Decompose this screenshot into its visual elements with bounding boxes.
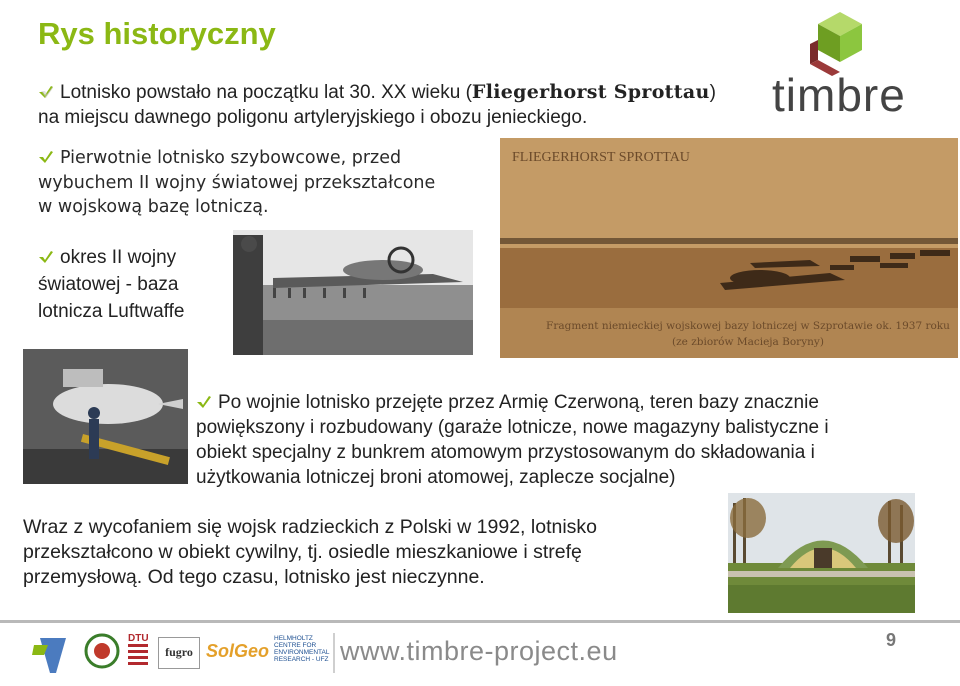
paragraph-soviet-era (196, 390, 956, 490)
checkmark-bullet-icon (38, 250, 54, 264)
civil-text-line2: przekształcono w obiekt cywilny, tj. osiedle mieszkaniowe i strefę (23, 541, 582, 563)
luftwaffe-text-line1: okres II wojny (60, 247, 177, 268)
soviet-text-line1: Po wojnie lotnisko przejęte przez Armię Czerwoną, teren bazy znacznie (218, 392, 819, 413)
glider-text-line2: wybuchem II wojny światowej przekształcone (38, 172, 436, 193)
luftwaffe-text-line2: światowej - baza (38, 274, 179, 295)
fugro-logo (158, 637, 200, 669)
paragraph-luftwaffe (38, 244, 238, 325)
fp7-logo-icon (30, 633, 76, 679)
eu-emblem-icon (84, 633, 120, 669)
solgeo-logo: SolGeo (206, 641, 270, 661)
soviet-text-line3: obiekt specjalny z bunkrem atomowym przystosowanym do składowania i (196, 442, 815, 463)
civil-text-line1: Wraz z wycofaniem się wojsk radzieckich z Polski w 1992, lotnisko (23, 516, 598, 538)
helmholtz-logo (274, 635, 332, 663)
checkmark-bullet-icon (196, 395, 212, 409)
soviet-text-line4: użytkowania lotniczej broni atomowej, zaplecze socjalne) (196, 467, 676, 488)
fugro-logo-text: fugro (165, 645, 193, 659)
paragraph-civil-use (23, 515, 713, 590)
project-url-link[interactable]: www.timbre-project.eu (340, 636, 618, 666)
photo-fliegerhorst-sprottau (500, 138, 958, 358)
founding-text-after: ) (709, 82, 716, 103)
page-number: 9 (886, 630, 897, 650)
sepia-photo-caption (538, 318, 958, 350)
dtu-logo (128, 633, 154, 673)
fliegerhorst-name: Fliegerhorst Sprottau (471, 81, 710, 103)
founding-text-line2: na miejscu dawnego poligonu artyleryjskiego i obozu jenieckiego. (38, 107, 588, 128)
timbre-logo-text: timbre (772, 69, 906, 121)
sepia-caption-line2: (ze zbiorów Macieja Boryny) (672, 336, 824, 348)
sepia-caption-line1: Fragment niemieckiej wojskowej bazy lotniczej w Szprotawie ok. 1937 roku (546, 320, 950, 332)
helmholtz-logo-text: HELMHOLTZ CENTRE FOR ENVIRONMENTAL RESEARCH - UFZ (274, 635, 330, 663)
founding-text-before: Lotnisko powstało na początku lat 30. XX wieku ( (60, 82, 472, 103)
photo-luftwaffe-aircraft (233, 230, 473, 355)
checkmark-bullet-icon (38, 85, 54, 99)
civil-text-line3: przemysłową. Od tego czasu, lotnisko jest nieczynne. (23, 566, 485, 588)
soviet-text-line2: powiększony i rozbudowany (garaże lotnicze, nowe magazyny balistyczne i (196, 417, 829, 438)
photo-hangar-bunker (728, 493, 915, 613)
glider-text-line3: w wojskową bazę lotniczą. (38, 197, 269, 217)
sepia-photo-heading: FLIEGERHORST SPROTTAU (512, 150, 690, 165)
paragraph-founding (38, 80, 758, 130)
page-title: Rys historyczny (38, 16, 276, 51)
luftwaffe-text-line3: lotnicza Luftwaffe (38, 301, 185, 322)
timbre-logo (770, 4, 930, 124)
footer-divider-vertical (333, 633, 335, 673)
paragraph-glider-airfield (38, 146, 498, 220)
photo-jet-in-hangar (23, 349, 188, 484)
checkmark-bullet-icon (38, 150, 54, 164)
dtu-logo-text: DTU (128, 633, 149, 644)
glider-text-line1: Pierwotnie lotnisko szybowcowe, przed (60, 148, 402, 168)
